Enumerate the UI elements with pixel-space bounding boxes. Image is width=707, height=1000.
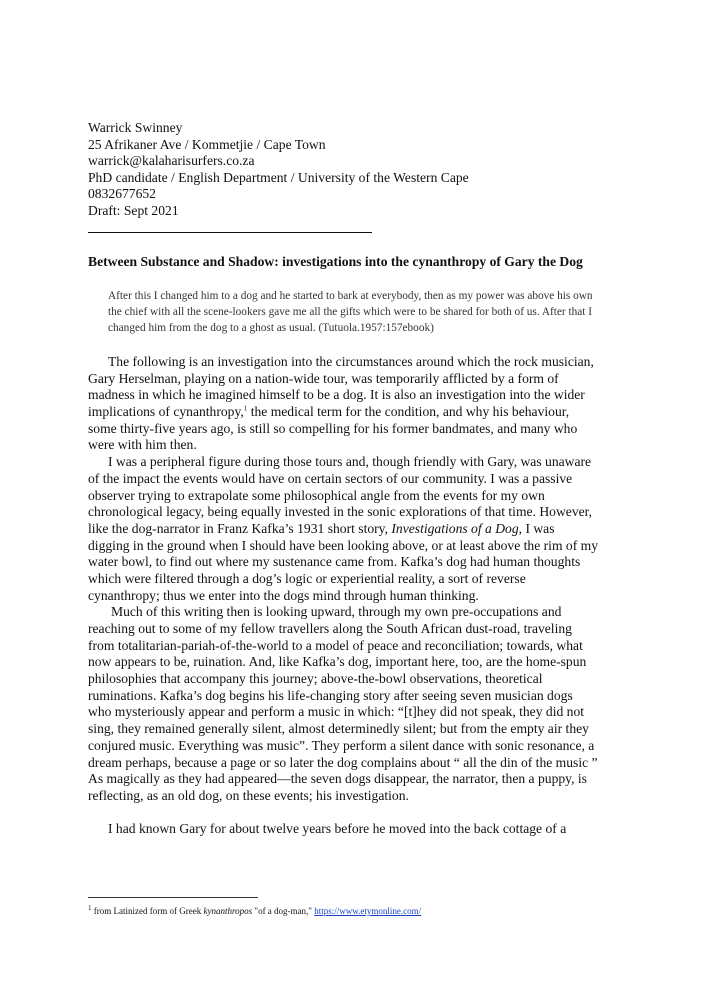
body-text-span: the medical term for the condition, and why his behaviour, bbox=[247, 404, 570, 420]
body-line: As magically as they had appeared—the seven dogs disappear, the narrator, then a puppy, is bbox=[88, 771, 587, 787]
epigraph-line: changed him from the dog to a ghost as usual. (Tutuola.1957:157ebook) bbox=[108, 321, 434, 334]
footnote-number: 1 bbox=[88, 904, 92, 912]
body-line: from totalitarian-pariah-of-the-world to a model of peace and reconciliation; towards, what bbox=[88, 637, 583, 653]
epigraph-line: the chief with all the scene-lookers gave me all the gifts which were to be shared for both of us. After that I bbox=[108, 305, 593, 318]
body-line: Much of this writing then is looking upward, through my own pre-occupations and bbox=[111, 604, 562, 620]
author-affiliation: PhD candidate / English Department / University of the Western Cape bbox=[88, 169, 469, 185]
footnote-text: from Latinized form of Greek bbox=[91, 906, 204, 916]
footnote-divider bbox=[88, 897, 258, 898]
body-line: reflecting, as an old dog, on these events; his investigation. bbox=[88, 787, 409, 803]
document-title: Between Substance and Shadow: investigations into the cynanthropy of Gary the Dog bbox=[88, 254, 583, 269]
story-title: Investigations of a Dog bbox=[391, 520, 519, 536]
header-divider bbox=[88, 232, 372, 233]
body-line: madness in which he imagined himself to be a dog. It is also an investigation into the wider bbox=[88, 387, 585, 403]
body-line: which were filtered through a dog’s logic or experiential reality, a sort of reverse bbox=[88, 570, 526, 586]
body-line: I was a peripheral figure during those tours and, though friendly with Gary, was unaware bbox=[108, 454, 592, 470]
author-address: 25 Afrikaner Ave / Kommetjie / Cape Town bbox=[88, 136, 326, 152]
footnote-link[interactable]: https://www.etymonline.com/ bbox=[314, 906, 422, 916]
body-line: chronological legacy, being equally invested in the sonic explorations of that time. However, bbox=[88, 504, 593, 520]
body-text bbox=[88, 354, 628, 838]
footnote-text: "of a dog-man," bbox=[252, 906, 315, 916]
footnote bbox=[88, 906, 628, 916]
body-text-span: like the dog-narrator in Franz Kafka’s 1931 short story, bbox=[88, 520, 392, 536]
author-name: Warrick Swinney bbox=[88, 120, 183, 135]
author-header bbox=[88, 120, 648, 219]
footnote-marker[interactable]: 1 bbox=[243, 404, 248, 413]
draft-date: Draft: Sept 2021 bbox=[88, 202, 179, 218]
body-line: cynanthropy; thus we enter into the dogs mind through human thinking. bbox=[88, 587, 479, 603]
body-line: The following is an investigation into the circumstances around which the rock musician, bbox=[108, 354, 594, 369]
body-line: of the impact the events would have on certain sectors of our community. I was a passive bbox=[88, 470, 573, 486]
body-line: Gary Herselman, playing on a nation-wide tour, was temporarily afflicted by a form of bbox=[88, 370, 559, 386]
epigraph-line: After this I changed him to a dog and he started to bark at everybody, then as my power was above his own bbox=[108, 290, 593, 302]
body-line: philosophies that accompany this journey; above-the-bowl observations, theoretical bbox=[88, 671, 543, 687]
body-line: ruminations. Kafka’s dog begins his life-changing story after seeing seven musician dogs bbox=[88, 687, 573, 703]
body-line: water bowl, to find out where my sustenance came from. Kafka’s dog had human thoughts bbox=[88, 554, 581, 570]
body-line bbox=[88, 404, 628, 421]
footnote-term: kynanthropos bbox=[203, 906, 253, 916]
body-line: were with him then. bbox=[88, 437, 197, 453]
author-email: warrick@kalaharisurfers.co.za bbox=[88, 153, 255, 168]
body-line: conjured music. Everything was music”. They perform a silent dance with sonic resonance, a bbox=[88, 737, 595, 753]
epigraph bbox=[108, 289, 628, 336]
body-line: digging in the ground when I should have been looking above, or at least above the rim of my bbox=[88, 537, 599, 553]
body-line: reaching out to some of my fellow travellers along the South African dust-road, traveling bbox=[88, 621, 572, 636]
body-line: now appears to be, ruination. And, like Kafka’s dog, important here, too, are the home-spun bbox=[88, 654, 587, 670]
paragraph-gap bbox=[88, 805, 628, 822]
body-text-span: implications of cynanthropy, bbox=[88, 404, 244, 420]
body-line bbox=[88, 521, 628, 538]
author-phone: 0832677652 bbox=[88, 186, 156, 201]
body-line: some thirty-five years ago, is still so compelling for his former bandmates, and many who bbox=[88, 420, 578, 436]
body-text-span: , I was bbox=[518, 520, 555, 536]
body-line: dream perhaps, because a page or so later the dog complains about “ all the din of the music ” bbox=[88, 754, 598, 770]
body-line: I had known Gary for about twelve years before he moved into the back cottage of a bbox=[108, 821, 567, 837]
body-line: observer trying to extrapolate some philosophical angle from the events for my own bbox=[88, 487, 545, 503]
body-line: who mysteriously appear and perform a music in which: “[t]hey did not speak, they did not bbox=[88, 704, 585, 720]
body-line: sing, they remained generally silent, almost determinedly silent; but from the empty air they bbox=[88, 721, 589, 737]
